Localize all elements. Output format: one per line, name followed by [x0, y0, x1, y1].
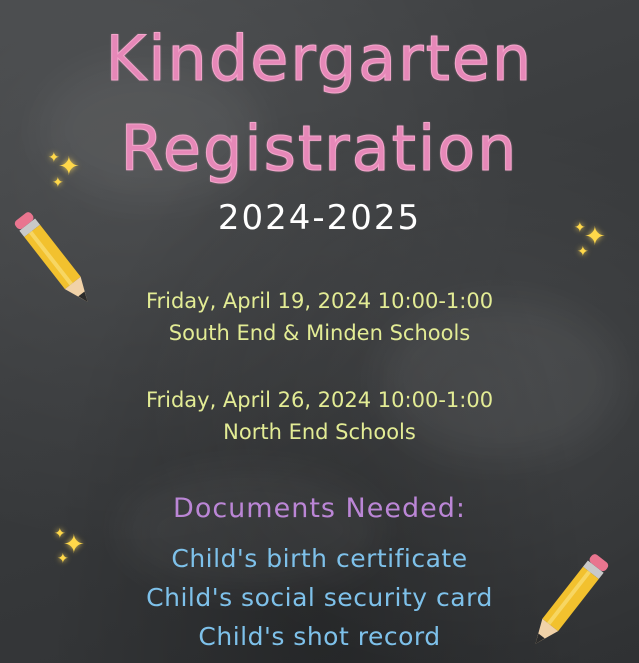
event-block [0, 384, 639, 448]
event-schools: North End Schools [223, 420, 416, 444]
event-date-time: Friday, April 19, 2024 10:00-1:00 [145, 289, 494, 313]
documents-list [0, 539, 639, 656]
chalkboard-flyer: Kindergarten Registration 2024-2025 ✦ ✦ ✦ ✦ ✦ ✦ ✦ ✦ ✦ Friday, April 19, 2024 10:00-1:00 South End & Minden Schools Friday, April 26, 2024 10:00-1:00 North End Schools Documents Needed: Child's birth certificate Child's social security card Child's shot record [0, 0, 639, 663]
title-line-1: Kindergarten [105, 22, 534, 95]
event-block [0, 285, 639, 349]
document-item: Child's birth certificate [171, 544, 468, 573]
document-item: Child's social security card [146, 583, 493, 612]
documents-heading: Documents Needed: [173, 493, 466, 524]
school-year: 2024-2025 [217, 198, 422, 238]
document-item: Child's shot record [198, 622, 441, 651]
event-schools: South End & Minden Schools [168, 321, 471, 345]
event-date-time: Friday, April 26, 2024 10:00-1:00 [145, 388, 494, 412]
title-line-2: Registration [120, 112, 519, 185]
